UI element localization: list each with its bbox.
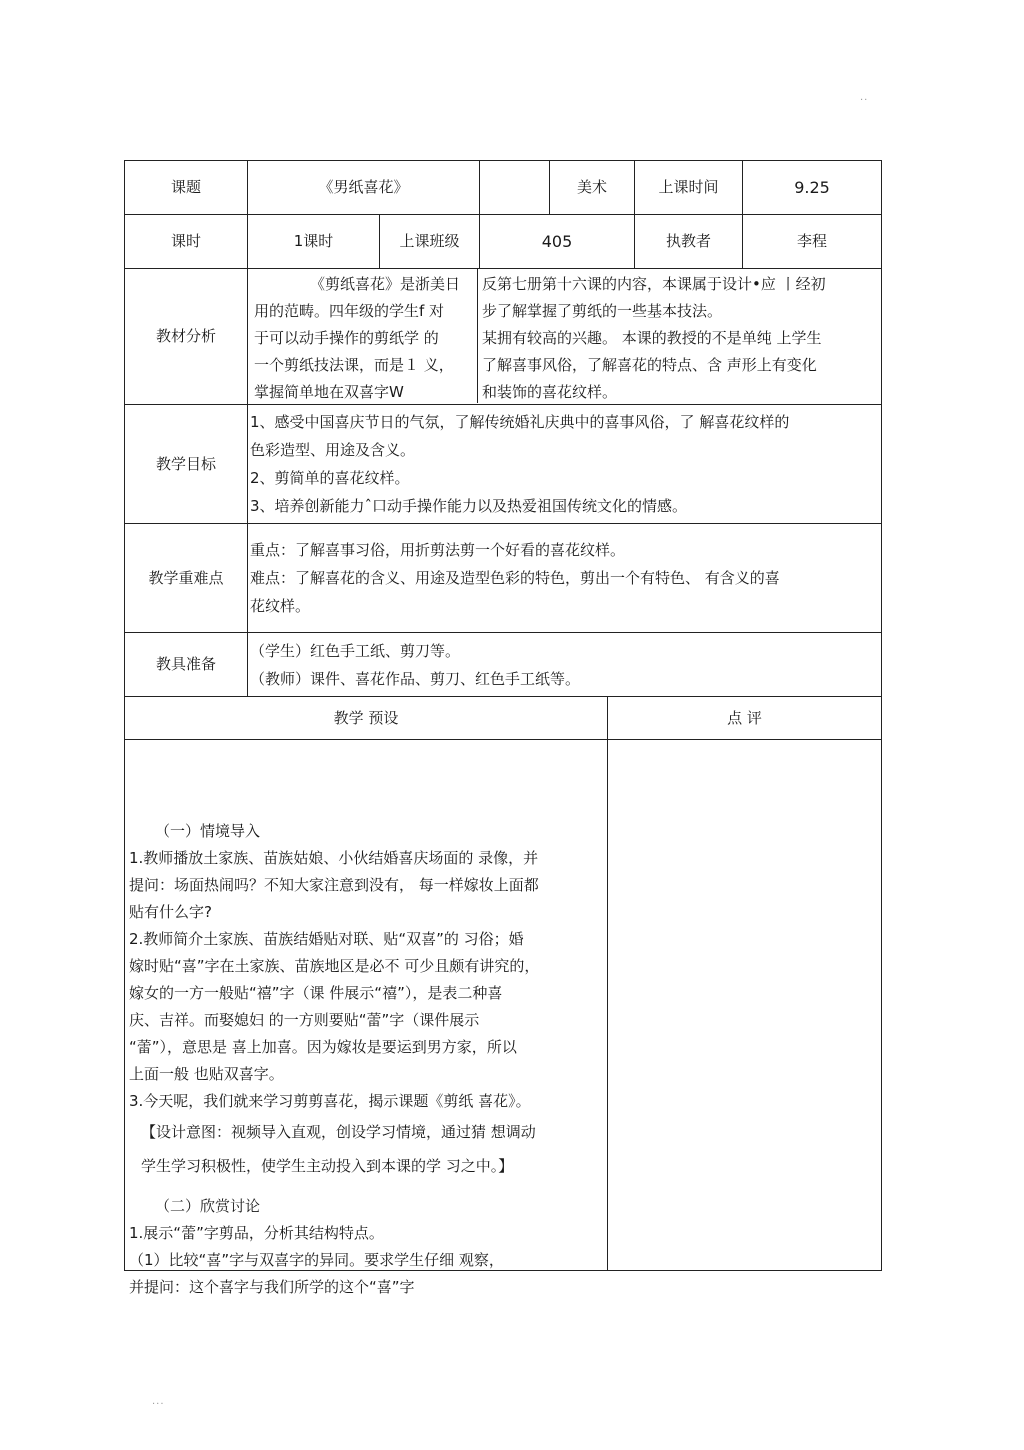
goal-line: 色彩造型、用途及含义。 (250, 441, 416, 459)
goal-line: 3、培养创新能力ˆ口动手操作能力以及热爱祖国传统文化的情感。 (250, 497, 688, 515)
design-note-line: 【设计意图：视频导入直观，创设学习情境，通过猜 想调动 (141, 1123, 536, 1141)
label-class: 上课班级 (380, 215, 480, 269)
plan-line: （1）比较“喜”字与双喜字的异同。要求学生仔细 观察， (129, 1251, 504, 1269)
lesson-plan-sheet (124, 160, 881, 1296)
topic-value: 《男纸喜花》 (248, 161, 480, 215)
materials-content (248, 633, 882, 697)
analysis-left-line: 用的范畴。四年级的学生f 对 (254, 302, 445, 320)
header-row-2 (125, 215, 882, 269)
goal-line: 1、感受中国喜庆节日的气氛，了解传统婚礼庆典中的喜事风俗，了 解喜花纹样的 (250, 413, 790, 431)
analysis-left-line: 一个剪纸技法课，而是１ 义， (254, 356, 454, 374)
plan-body-row (125, 740, 882, 1271)
class-value: 405 (480, 215, 635, 269)
review-content (608, 740, 882, 1271)
keypoints-content (248, 524, 882, 633)
plan-line: 上面一般 也贴双喜字。 (129, 1065, 284, 1083)
label-time: 上课时间 (635, 161, 743, 215)
analysis-row (125, 269, 882, 405)
plan-line: 3.今天呢，我们就来学习剪剪喜花，揭示课题《剪纸 喜花》。 (129, 1092, 531, 1110)
label-teacher: 执教者 (635, 215, 743, 269)
keypoint-line: 重点：了解喜事习俗，用折剪法剪一个好看的喜花纹样。 (250, 541, 626, 559)
plan-col-preset: 教学 预设 (125, 697, 608, 740)
label-topic: 课题 (125, 161, 248, 215)
plan-line: 提问：场面热闹吗？不知大家注意到没有， 每一样嫁妆上面都 (129, 876, 539, 894)
plan-line: 1.教师播放土家族、苗族姑娘、小伙结婚喜庆场面的 录像，并 (129, 849, 539, 867)
material-line: （学生）红色手工纸、剪刀等。 (250, 641, 461, 660)
plan-col-review: 点 评 (608, 697, 882, 740)
analysis-right-column (478, 269, 881, 403)
analysis-left-line: 掌握简单地在双喜字W (254, 383, 404, 401)
time-value: 9.25 (743, 161, 882, 215)
plan-content (125, 740, 608, 1296)
label-analysis: 教材分析 (125, 269, 248, 405)
empty-cell (480, 161, 550, 215)
analysis-right-line: 反第七册第十六课的内容，本课属于设计•应 丨经初 (482, 275, 826, 293)
analysis-left-line: 《剪纸喜花》是浙美日 (310, 275, 461, 293)
analysis-right-line: 和装饰的喜花纹样。 (482, 383, 618, 401)
header-row-1 (125, 161, 882, 215)
plan-line: 庆、吉祥。而娶媳妇 的一方则要贴“蕾”字（课件展示 (129, 1011, 480, 1029)
plan-line: “蕾”），意思是 喜上加喜。因为嫁妆是要运到男方家，所以 (129, 1038, 517, 1056)
plan-line: 并提问：这个喜字与我们所学的这个“喜”字 (129, 1278, 415, 1296)
plan-line: 嫁时贴“喜”字在土家族、苗族地区是必不 可少且颇有讲究的， (129, 957, 540, 975)
analysis-right-line: 步了解掌握了剪纸的一些基本技法。 (482, 302, 723, 320)
label-hours: 课时 (125, 215, 248, 269)
section-title: （一）情境导入 (155, 822, 261, 840)
label-materials: 教具准备 (125, 633, 248, 697)
plan-line: 贴有什么字? (129, 903, 212, 921)
analysis-content (248, 269, 882, 405)
materials-row (125, 633, 882, 697)
corner-dots-bottom: ... (152, 1396, 165, 1407)
teacher-value: 李程 (743, 215, 882, 269)
analysis-left-column (248, 269, 478, 403)
analysis-right-line: 某拥有较高的兴趣。 本课的教授的不是单纯 上学生 (482, 329, 822, 347)
design-note-line: 学生学习积极性，使学生主动投入到本课的学 习之中。】 (141, 1157, 514, 1175)
analysis-left-line: 于可以动手操作的剪纸学 的 (254, 329, 439, 347)
analysis-right-line: 了解喜事风俗，了解喜花的特点、含 声形上有变化 (482, 356, 817, 374)
plan-line: 嫁女的一方一般贴“禧”字（课 件展示“禧”），是表二种喜 (129, 984, 503, 1002)
section-title: （二）欣赏讨论 (155, 1197, 261, 1215)
goals-content (248, 405, 882, 524)
goals-row (125, 405, 882, 524)
plan-line: 1.展示“蕾”字剪品，分析其结构特点。 (129, 1224, 384, 1242)
plan-line: 2.教师简介土家族、苗族结婚贴对联、贴“双喜”的 习俗；婚 (129, 930, 524, 948)
label-keypoints: 教学重难点 (125, 524, 248, 633)
goal-line: 2、剪简单的喜花纹样。 (250, 469, 410, 487)
hours-value: 1课时 (248, 215, 380, 269)
keypoint-line: 难点：了解喜花的含义、用途及造型色彩的特色，剪出一个有特色、 有含义的喜 (250, 569, 780, 587)
plan-header-row (125, 697, 882, 740)
lesson-plan-table (124, 160, 882, 697)
material-line: （教师）课件、喜花作品、剪刀、红色手工纸等。 (250, 669, 581, 688)
keypoints-row (125, 524, 882, 633)
keypoint-line: 花纹样。 (250, 597, 311, 615)
teaching-plan-table (124, 696, 882, 1296)
corner-dots-top: .. (860, 92, 869, 103)
label-goals: 教学目标 (125, 405, 248, 524)
subject-value: 美术 (550, 161, 635, 215)
